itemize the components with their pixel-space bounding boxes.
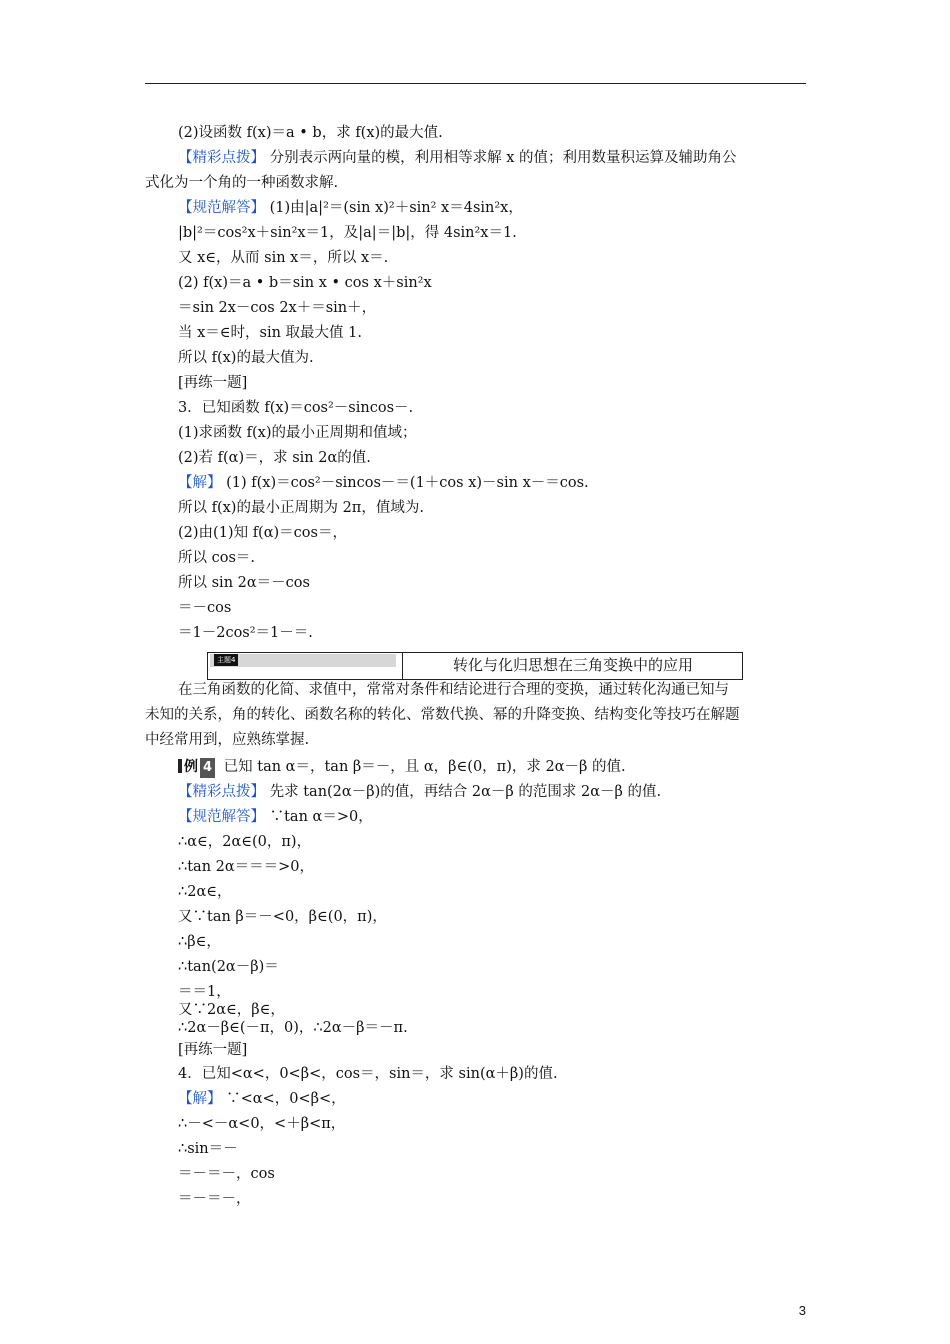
line-text: ∴β∈， (178, 934, 221, 950)
section-tag: 【 解 】 (178, 475, 222, 491)
text-line (145, 173, 338, 193)
line-text: (1) f(x)＝cos²－sincos－＝(1＋cos x)－sin x－＝cos. (221, 475, 589, 491)
line-text: (2)设函数 f(x)＝a • b，求 f(x)的最大值. (178, 125, 443, 141)
line-text: 所以 sin 2α＝－cos (178, 575, 310, 591)
text-line (178, 782, 661, 802)
line-text: 又∵2α∈，β∈， (178, 1002, 285, 1018)
topic-box (207, 652, 743, 680)
text-line (178, 548, 255, 568)
header-rule (145, 83, 806, 84)
line-text: 又 x∈，从而 sin x＝，所以 x＝. (178, 250, 389, 266)
text-line (178, 498, 424, 518)
text-line (178, 123, 443, 143)
topic-mark: 主题4 (214, 654, 238, 666)
text-line (178, 1139, 238, 1159)
text-line (178, 198, 523, 218)
line-text: ∵<α<，0<β<， (221, 1091, 346, 1107)
line-text: ∴sin＝－ (178, 1141, 238, 1157)
text-line (145, 730, 309, 750)
line-text: ∴tan(2α－β)＝ (178, 959, 279, 975)
page-number: 3 (798, 1303, 806, 1318)
text-line (178, 1164, 275, 1184)
line-text: ＝sin 2x－cos 2x＋＝sin＋， (178, 300, 377, 316)
text-line (178, 932, 221, 952)
line-text: (2) f(x)＝a • b＝sin x • cos x＋sin²x (178, 275, 432, 291)
line-text: (1)求函数 f(x)的最小正周期和值域； (178, 425, 417, 441)
line-text: 又∵tan β＝－<0，β∈(0，π)， (178, 909, 387, 925)
text-line (178, 1064, 558, 1084)
example-line (178, 757, 626, 778)
line-text: 4．已知<α<，0<β<，cos＝，sin＝，求 sin(α＋β)的值. (178, 1066, 558, 1082)
topic-label-bar (210, 654, 396, 667)
section-tag: 【 精彩点拨 】 (178, 150, 265, 166)
text-line (178, 348, 314, 368)
line-text: ＝－＝－， (178, 1191, 251, 1207)
text-line (178, 398, 413, 418)
text-line (178, 1018, 408, 1038)
line-text: 先求 tan(2α－β)的值，再结合 2α－β 的范围求 2α－β 的值. (265, 784, 662, 800)
line-text: (2)由(1)知 f(α)＝cos＝， (178, 525, 347, 541)
line-text: (2)若 f(α)＝，求 sin 2α的值. (178, 450, 371, 466)
text-line (178, 573, 310, 593)
line-text: [再练一题] (178, 1042, 248, 1058)
line-text: [再练一题] (178, 375, 248, 391)
text-line (178, 298, 376, 318)
line-text: ＝＝1， (178, 984, 231, 1000)
line-text: 所以 f(x)的最大值为. (178, 350, 314, 366)
text-line (178, 273, 432, 293)
line-text: ∵tan α＝>0， (265, 809, 373, 825)
example-badge-label: 例 (184, 759, 198, 775)
text-line (178, 623, 313, 643)
text-line (178, 448, 371, 468)
line-text: ＝－＝－，cos (178, 1166, 275, 1182)
line-text: |b|²＝cos²x＋sin²x＝1，及|a|＝|b|，得 4sin²x＝1. (178, 225, 517, 241)
text-line (178, 1189, 251, 1209)
line-text: ＝－cos (178, 600, 232, 616)
section-tag: 【 规范解答 】 (178, 200, 265, 216)
line-text: 在三角函数的化简、求值中，常常对条件和结论进行合理的变换，通过转化沟通已知与 (178, 682, 729, 698)
example-text: 已知 tan α＝，tan β＝－，且 α，β∈(0，π)，求 2α－β 的值. (219, 759, 626, 775)
section-tag: 【 规范解答 】 (178, 809, 265, 825)
example-badge (178, 757, 215, 778)
line-text: 所以 cos＝. (178, 550, 256, 566)
topic-divider (402, 653, 403, 679)
text-line (178, 1040, 247, 1060)
text-line (178, 882, 231, 902)
text-line (178, 1089, 346, 1109)
text-line (178, 907, 387, 927)
line-text: 分别表示两向量的模，利用相等求解 x 的值；利用数量积运算及辅助角公 (265, 150, 737, 166)
text-line (178, 598, 231, 618)
line-text: 中经常用到，应熟练掌握. (145, 732, 310, 748)
line-text: (1)由|a|²＝(sin x)²＋sin² x＝4sin²x， (265, 200, 523, 216)
line-text: 3．已知函数 f(x)＝cos²－sincos－. (178, 400, 414, 416)
section-tag: 【 精彩点拨 】 (178, 784, 265, 800)
text-line (178, 473, 589, 493)
line-text: ∴2α∈， (178, 884, 232, 900)
line-text: 式化为一个角的一种函数求解. (145, 175, 339, 191)
line-text: ∴α∈，2α∈(0，π)， (178, 834, 312, 850)
line-text: ＝1－2cos²＝1－＝. (178, 625, 313, 641)
text-line (178, 148, 737, 168)
text-line (178, 807, 373, 827)
text-line (178, 423, 417, 443)
topic-title: 转化与化归思想在三角变换中的应用 (452, 656, 693, 674)
line-text: ∴－<－α<0，<＋β<π， (178, 1116, 346, 1132)
text-line (178, 523, 347, 543)
line-text: ∴2α－β∈(－π，0)，∴2α－β＝－π. (178, 1020, 408, 1036)
text-line (178, 680, 729, 700)
text-line (178, 857, 314, 877)
text-line (178, 832, 311, 852)
text-line (178, 1000, 285, 1020)
text-line (178, 373, 247, 393)
line-text: 当 x＝∈时，sin 取最大值 1. (178, 325, 362, 341)
text-line (178, 223, 517, 243)
text-line (178, 957, 279, 977)
line-text: ∴tan 2α＝＝＝>0， (178, 859, 315, 875)
section-tag: 【 解 】 (178, 1091, 222, 1107)
line-text: 所以 f(x)的最小正周期为 2π，值域为. (178, 500, 424, 516)
text-line (178, 248, 388, 268)
text-line (178, 323, 362, 343)
text-line (178, 1114, 345, 1134)
line-text: 未知的关系，角的转化、函数名称的转化、常数代换、幂的升降变换、结构变化等技巧在解题 (145, 707, 740, 723)
example-number: 4 (200, 758, 215, 778)
text-line (145, 705, 740, 725)
text-line (178, 982, 231, 1002)
